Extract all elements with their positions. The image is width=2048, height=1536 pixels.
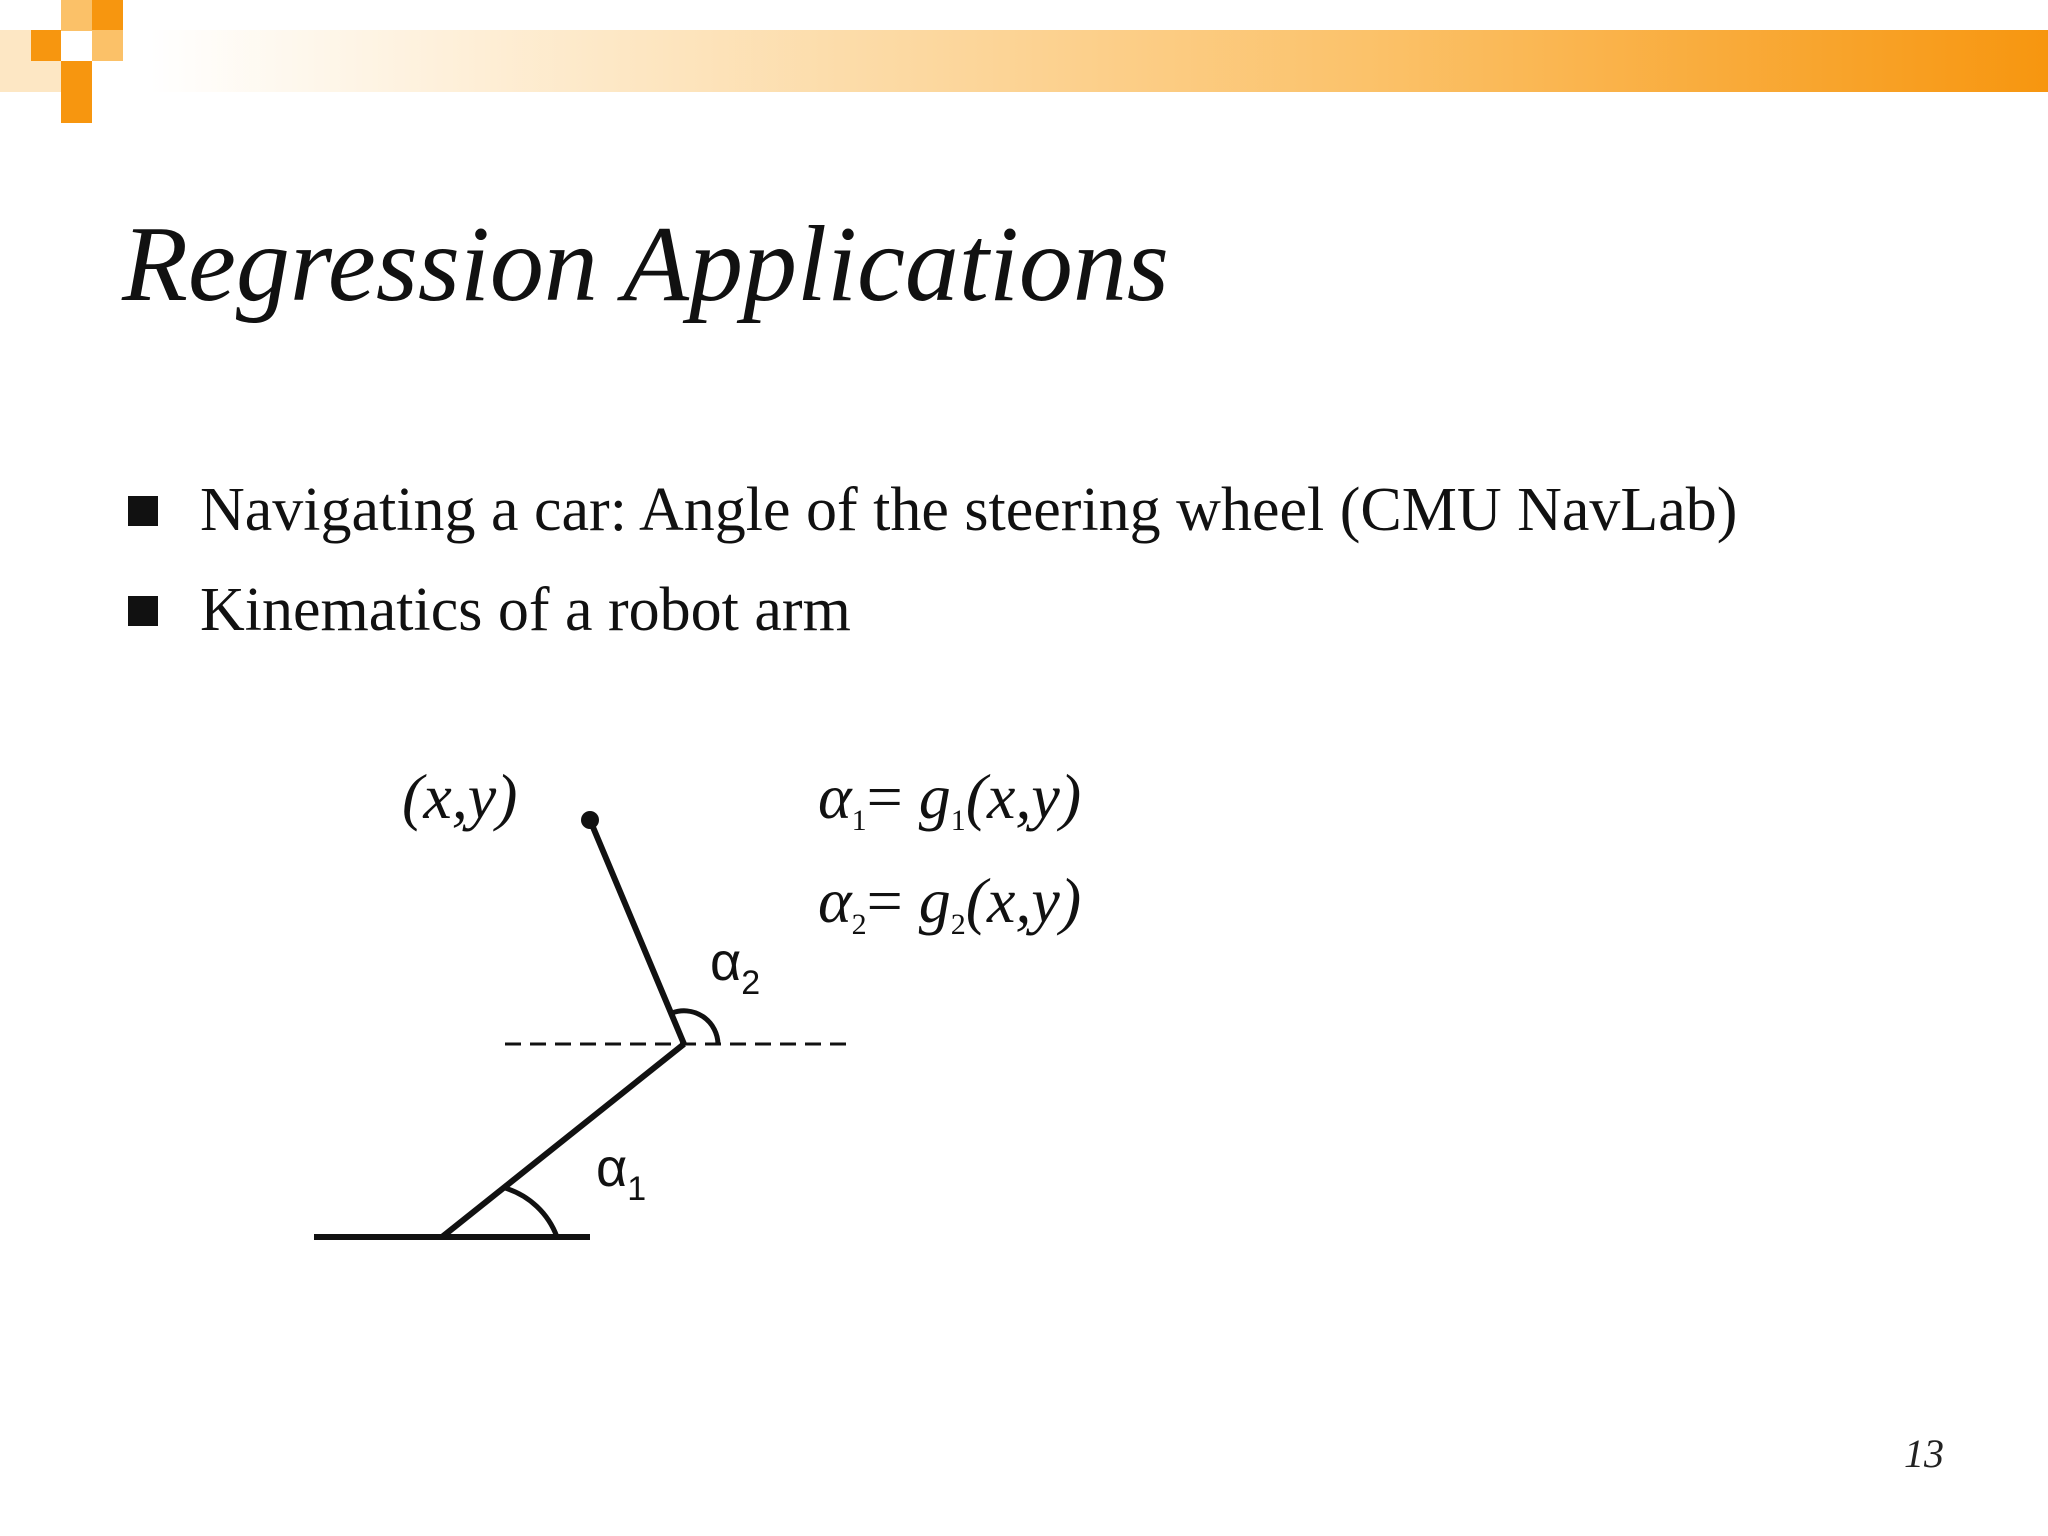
alpha2-label: $\alpha_2$ [710, 932, 761, 1002]
page-number: 13 [1904, 1431, 1944, 1476]
bullet-text: Navigating a car: Angle of the steering wheel (CMU NavLab) [200, 476, 1738, 544]
angle-arc-1 [505, 1188, 557, 1237]
alpha1-label: $\alpha_1$ [596, 1138, 647, 1208]
equation-1: α1= g1(x,y) [818, 761, 1082, 837]
bullet-text: Kinematics of a robot arm [200, 576, 851, 644]
slide-title: Regression Applications [122, 205, 1169, 324]
arm-link-2 [590, 820, 684, 1044]
equation-2: α2= g2(x,y) [818, 865, 1082, 941]
arm-link-1 [442, 1044, 684, 1237]
point-label: (x,y) [402, 761, 518, 832]
end-effector-point [581, 811, 599, 829]
